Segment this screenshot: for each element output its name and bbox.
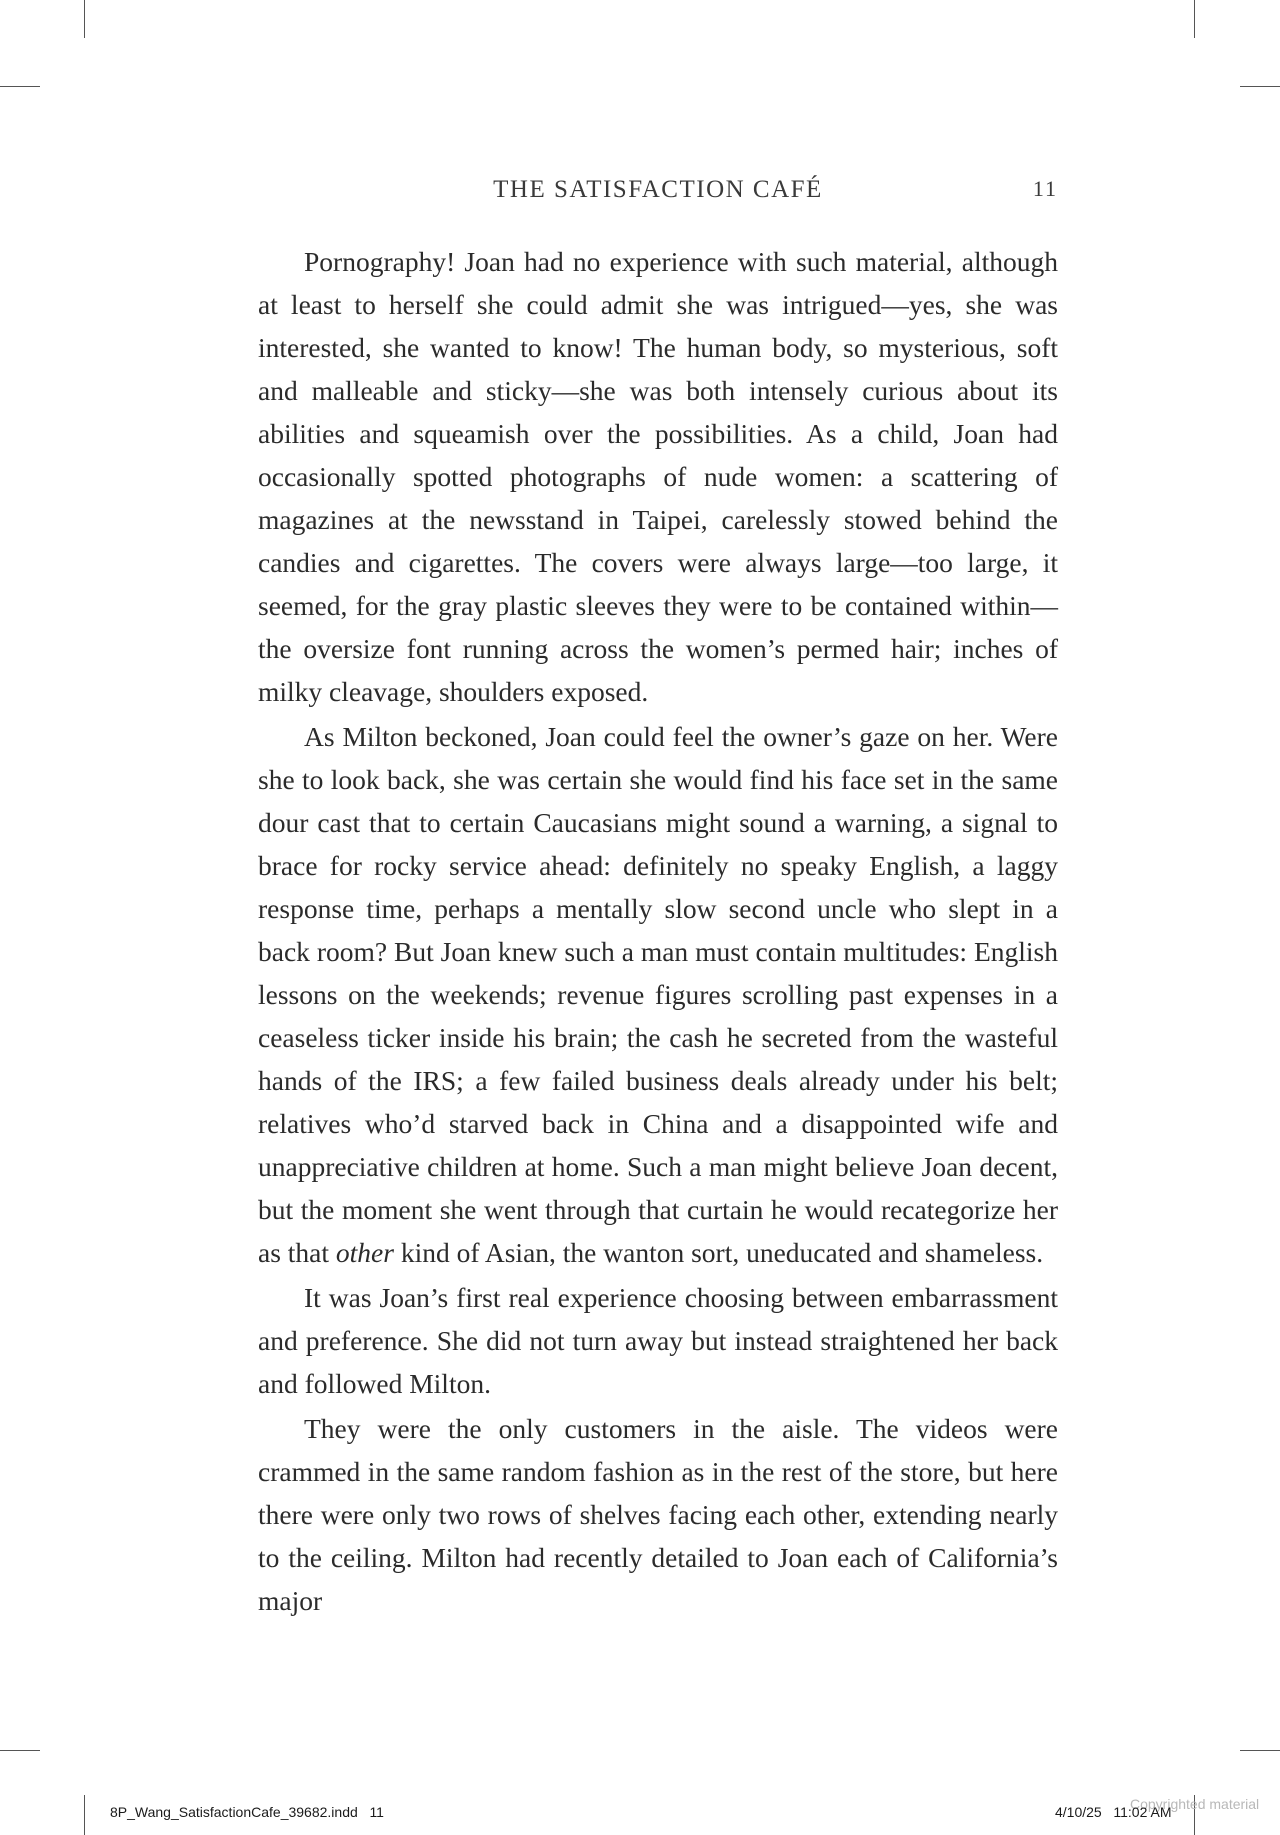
paragraph-1: Pornography! Joan had no experience with such material, although at least to herself she could admit she was intrigued—yes, she was interested, she wanted to know! The human body, so mysterious, soft and malleable and sticky—she was both intensely curious about its abilities and squeamish over the possibilities. As a child, Joan had occasionally spotted photographs of nude women: a scattering of magazines at the newsstand in Taipei, carelessly stowed behind the candies and cigarettes. The covers were always large—too large, it seemed, for the gray plastic sleeves they were to be contained within—the oversize font running across the women’s permed hair; inches of milky cleavage, shoulders exposed. — [258, 246, 1058, 707]
crop-mark-right-lower — [1240, 1750, 1280, 1751]
copyright-watermark: Copyrighted material — [1130, 1796, 1260, 1812]
crop-mark-left-upper — [0, 86, 40, 87]
running-head-title: THE SATISFACTION CAFÉ — [493, 176, 823, 203]
crop-mark-bottom-left — [84, 1795, 85, 1835]
paragraph-2 — [258, 715, 1058, 1274]
slug-date-time: 4/10/25 11:02 AM — [1055, 1804, 1172, 1820]
crop-mark-left-lower — [0, 1750, 40, 1751]
paragraph-4: They were the only customers in the aisle. The videos were crammed in the same random fashion as in the rest of the store, but here there were only two rows of shelves facing each other, extending nearly to the ceiling. Milton had recently detailed to Joan each of California’s major — [258, 1413, 1058, 1616]
crop-mark-top-right — [1194, 0, 1195, 38]
crop-mark-top-left — [84, 0, 85, 38]
paragraph-2-text-after: kind of Asian, the wanton sort, uneducated and shameless. — [400, 1237, 1044, 1268]
paragraph-2-text-before: As Milton beckoned, Joan could feel the owner’s gaze on her. Were she to look back, she was certain she would find his face set in the same dour cast that to certain Caucasians might sound a warning, a signal to brace for rocky service ahead: definitely no speaky English, a laggy response time, perhaps a mentally slow second uncle who slept in a back room? But Joan knew such a man must contain multitudes: English lessons on the weekends; revenue figures scrolling past expenses in a ceaseless ticker inside his brain; the cash he secreted from the wasteful hands of the IRS; a few failed business deals already under his belt; relatives who’d starved back in China and a disappointed wife and unappreciative children at home. Such a man might believe Joan decent, but the moment she went through that curtain he would recategorize her as that — [258, 721, 1058, 1268]
running-head — [258, 176, 1058, 206]
body-text — [258, 240, 1058, 1624]
crop-mark-right-upper — [1240, 86, 1280, 87]
paragraph-3: It was Joan’s first real experience choosing between embarrassment and preference. She did not turn away but instead straightened her back and followed Milton. — [258, 1282, 1058, 1399]
slug-file-name: 8P_Wang_SatisfactionCafe_39682.indd 11 — [110, 1804, 384, 1820]
paragraph-2-emphasis: other — [335, 1237, 394, 1268]
page-number: 11 — [1032, 176, 1058, 201]
